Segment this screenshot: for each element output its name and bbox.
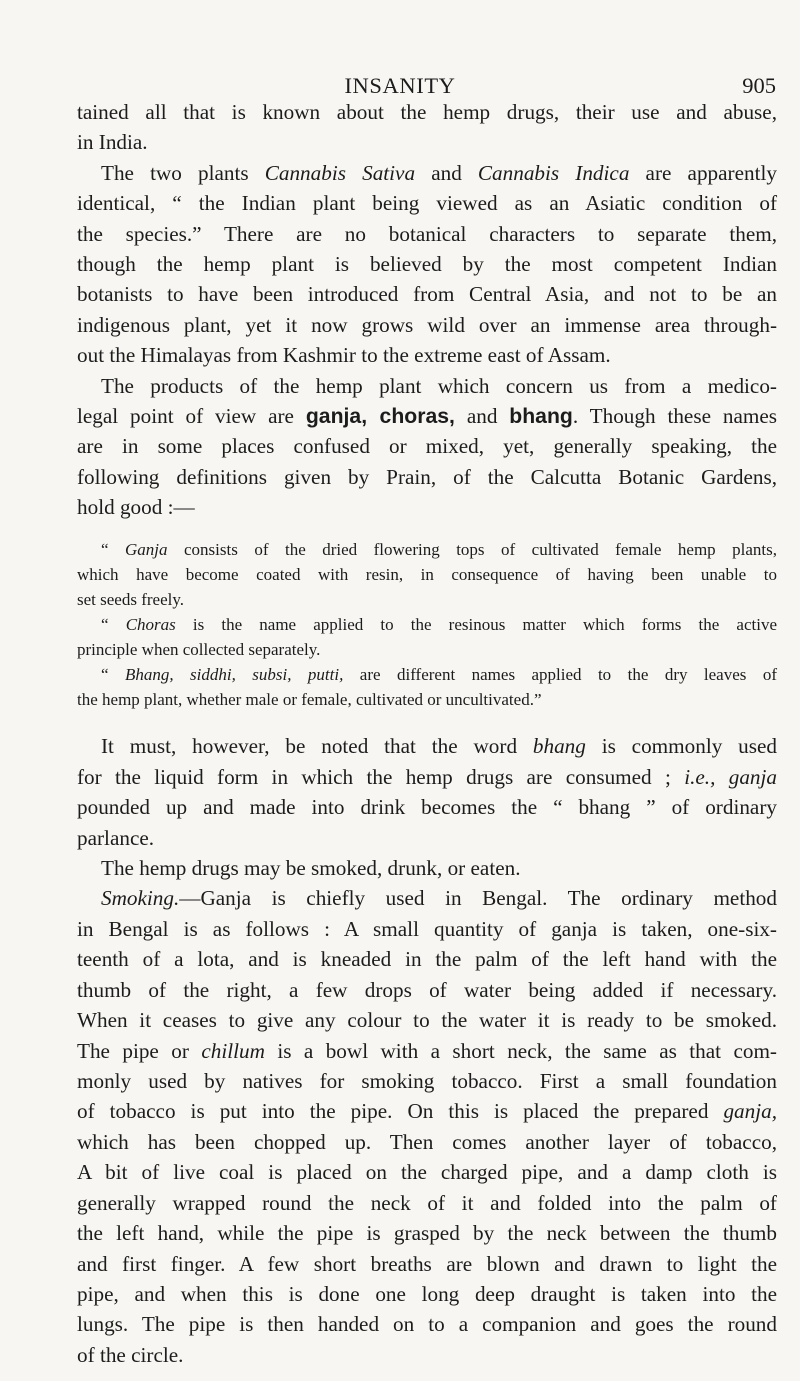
text-run: identical, “ the Indian plant being viewed as an Asiatic condition of bbox=[77, 191, 777, 215]
text-run: Smoking. bbox=[101, 886, 180, 910]
text-run: are in some places confused or mixed, yet, generally speaking, the bbox=[77, 434, 777, 458]
quote-line bbox=[77, 590, 777, 610]
text-run: Ganja bbox=[125, 540, 168, 559]
quote-line bbox=[101, 665, 777, 685]
text-run: It must, however, be noted that the word bbox=[101, 734, 533, 758]
text-run: A bit of live coal is placed on the charged pipe, and a damp cloth is bbox=[77, 1160, 777, 1184]
text-run: principle when collected separately. bbox=[77, 640, 321, 659]
text-line bbox=[77, 826, 777, 851]
quote-line bbox=[101, 615, 777, 635]
text-line bbox=[77, 404, 777, 429]
text-run: “ bbox=[101, 665, 125, 684]
text-run: legal point of view are bbox=[77, 404, 306, 428]
text-run: and bbox=[454, 404, 510, 428]
text-run: tained all that is known about the hemp drugs, their use and abuse, bbox=[77, 100, 777, 124]
text-run: parlance. bbox=[77, 826, 155, 850]
text-line bbox=[77, 191, 777, 216]
text-line bbox=[77, 947, 777, 972]
text-line bbox=[77, 1130, 777, 1155]
text-run: consists of the dried flowering tops of cultivated female hemp plants, bbox=[167, 540, 778, 559]
text-run: . Though these names bbox=[572, 404, 777, 428]
text-run: indigenous plant, yet it now grows wild over an immense area through- bbox=[77, 313, 777, 337]
text-line bbox=[77, 1069, 777, 1094]
quote-line bbox=[101, 540, 777, 560]
text-run: teenth of a lota, and is kneaded in the palm of the left hand with the bbox=[77, 947, 777, 971]
quote-line bbox=[77, 565, 777, 585]
text-run: “ bbox=[101, 540, 126, 559]
text-line bbox=[77, 343, 777, 368]
text-line bbox=[77, 495, 777, 520]
text-run: for the liquid form in which the hemp drugs are consumed ; bbox=[77, 765, 685, 789]
text-line bbox=[77, 465, 777, 490]
text-run: thumb of the right, a few drops of water being added if necessary. bbox=[77, 978, 777, 1002]
text-run: in India. bbox=[77, 130, 148, 154]
text-run: set seeds freely. bbox=[77, 590, 184, 609]
text-line bbox=[77, 1191, 777, 1216]
quote-line bbox=[77, 640, 777, 660]
page-header bbox=[0, 73, 800, 103]
text-run: are different names applied to the dry leaves of bbox=[343, 665, 777, 684]
text-run: which have become coated with resin, in consequence of having been unable to bbox=[77, 565, 777, 584]
text-run: bhang bbox=[532, 734, 586, 758]
text-line bbox=[77, 1252, 777, 1277]
text-run: The hemp drugs may be smoked, drunk, or eaten. bbox=[101, 856, 521, 880]
text-run: hold good :— bbox=[77, 495, 195, 519]
text-line bbox=[77, 765, 777, 790]
text-run: Choras bbox=[125, 615, 176, 634]
text-line bbox=[101, 374, 777, 399]
text-run: When it ceases to give any colour to the water it is ready to be smoked. bbox=[77, 1008, 777, 1032]
text-line bbox=[77, 252, 777, 277]
text-run: ganja, bbox=[723, 1099, 777, 1123]
text-run: “ bbox=[101, 615, 126, 634]
text-run: The two plants bbox=[101, 161, 265, 185]
text-run: and first finger. A few short breaths are blown and drawn to light the bbox=[77, 1252, 777, 1276]
text-run: pounded up and made into drink becomes the “ bhang ” of ordinary bbox=[77, 795, 777, 819]
text-run: pipe, and when this is done one long deep draught is taken into the bbox=[77, 1282, 777, 1306]
text-run: chillum bbox=[201, 1039, 265, 1063]
text-line bbox=[77, 795, 777, 820]
text-run: following definitions given by Prain, of the Calcutta Botanic Gardens, bbox=[77, 465, 777, 489]
text-run: Cannabis Sativa bbox=[264, 161, 416, 185]
text-line bbox=[101, 886, 777, 911]
text-run: ganja, choras, bbox=[305, 405, 455, 428]
text-line bbox=[101, 161, 777, 186]
text-run: botanists to have been introduced from Central Asia, and not to be an bbox=[77, 282, 777, 306]
text-line bbox=[101, 856, 777, 881]
text-line bbox=[77, 1039, 777, 1064]
text-run: i.e., ganja bbox=[684, 765, 777, 789]
text-run: The pipe or bbox=[77, 1039, 202, 1063]
text-run: is commonly used bbox=[585, 734, 777, 758]
text-line bbox=[77, 1099, 777, 1124]
text-line bbox=[77, 100, 777, 125]
text-run: Cannabis Indica bbox=[477, 161, 630, 185]
text-line bbox=[77, 1343, 777, 1368]
text-run: —Ganja is chiefly used in Bengal. The ordinary method bbox=[179, 886, 777, 910]
page-number: 905 bbox=[742, 73, 776, 98]
text-run: monly used by natives for smoking tobacco. First a small foundation bbox=[77, 1069, 777, 1093]
text-line bbox=[77, 1160, 777, 1185]
text-run: the species.” There are no botanical characters to separate them, bbox=[77, 222, 777, 246]
text-line bbox=[77, 434, 777, 459]
text-run: out the Himalayas from Kashmir to the extreme east of Assam. bbox=[77, 343, 611, 367]
text-run: and bbox=[415, 161, 478, 185]
text-run: Bhang, siddhi, subsi, putti, bbox=[124, 665, 344, 684]
quote-line bbox=[77, 690, 777, 710]
text-line bbox=[77, 917, 777, 942]
text-run: is a bowl with a short neck, the same as that com- bbox=[264, 1039, 777, 1063]
text-run: are apparently bbox=[629, 161, 777, 185]
text-run: bhang bbox=[509, 405, 573, 428]
text-run: the left hand, while the pipe is grasped by the neck between the thumb bbox=[77, 1221, 777, 1245]
text-line bbox=[77, 282, 777, 307]
text-line bbox=[77, 222, 777, 247]
text-run: The products of the hemp plant which concern us from a medico- bbox=[101, 374, 777, 398]
text-line bbox=[77, 1312, 777, 1337]
text-line bbox=[101, 734, 777, 759]
text-line bbox=[77, 1221, 777, 1246]
text-line bbox=[77, 978, 777, 1003]
text-line bbox=[77, 130, 777, 155]
text-run: is the name applied to the resinous matter which forms the active bbox=[175, 615, 778, 634]
text-run: in Bengal is as follows : A small quantity of ganja is taken, one-six- bbox=[77, 917, 777, 941]
text-run: lungs. The pipe is then handed on to a companion and goes the round bbox=[77, 1312, 777, 1336]
text-run: of tobacco is put into the pipe. On this is placed the prepared bbox=[77, 1099, 724, 1123]
text-line bbox=[77, 313, 777, 338]
text-line bbox=[77, 1282, 777, 1307]
text-run: which has been chopped up. Then comes another layer of tobacco, bbox=[77, 1130, 777, 1154]
text-run: of the circle. bbox=[77, 1343, 184, 1367]
text-run: the hemp plant, whether male or female, cultivated or uncultivated.” bbox=[77, 690, 542, 709]
text-line bbox=[77, 1008, 777, 1033]
running-head: INSANITY bbox=[344, 73, 456, 98]
text-run: generally wrapped round the neck of it and folded into the palm of bbox=[77, 1191, 777, 1215]
text-run: though the hemp plant is believed by the most competent Indian bbox=[77, 252, 777, 276]
